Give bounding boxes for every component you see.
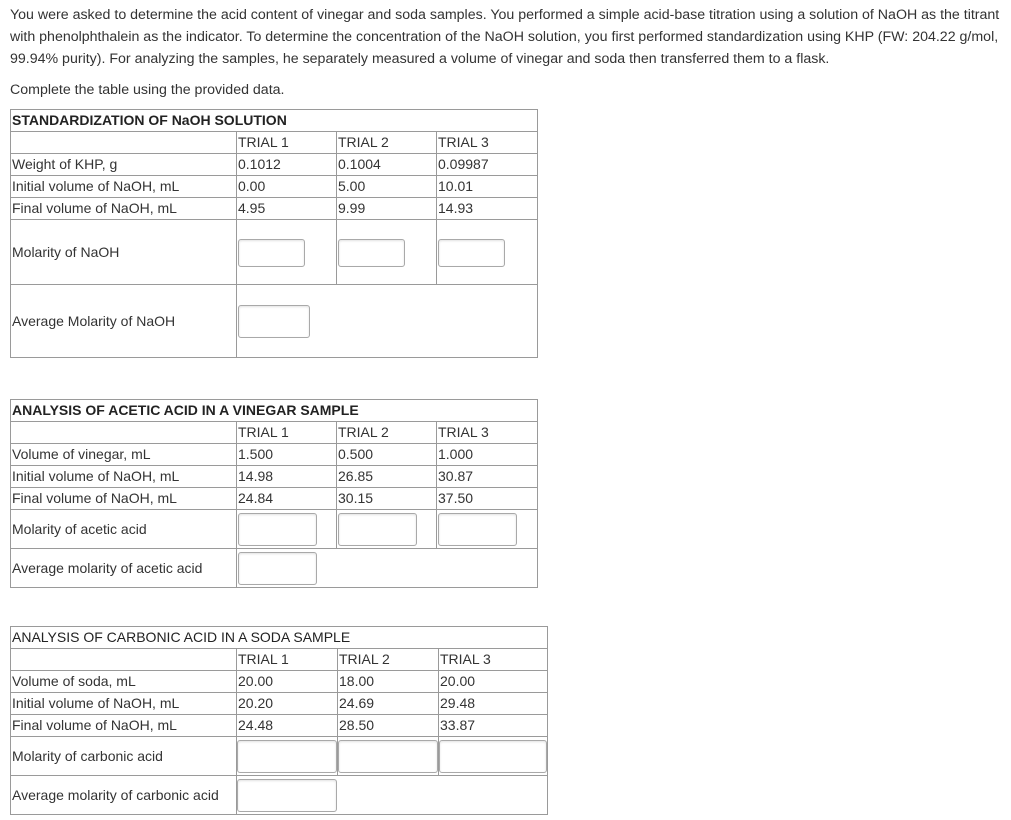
row-label: Volume of vinegar, mL [11,444,237,466]
answer-cell [337,220,437,285]
cell-value: 14.98 [237,466,337,488]
cell-value: 0.500 [337,444,437,466]
cell-value: 9.99 [337,198,437,220]
acetic-molarity-trial-2-input[interactable] [338,513,417,546]
header-trial-1: TRIAL 1 [237,132,337,154]
header-blank [11,132,237,154]
molarity-row [11,220,538,285]
naoh-average-molarity-input[interactable] [238,305,310,338]
row-label: Final volume of NaOH, mL [11,488,237,510]
average-row [11,285,538,358]
row-label: Volume of soda, mL [11,671,237,693]
table-row [11,693,548,715]
answer-cell [337,510,437,549]
row-label: Average Molarity of NaOH [11,285,237,358]
cell-value: 20.20 [237,693,338,715]
header-row [11,422,538,444]
answer-cell [439,737,548,776]
row-label: Average molarity of carbonic acid [11,776,237,815]
answer-cell [237,220,337,285]
cell-value: 24.84 [237,488,337,510]
table-title: STANDARDIZATION OF NaOH SOLUTION [11,110,538,132]
carbonic-molarity-trial-3-input[interactable] [439,740,547,773]
instruction-text: Complete the table using the provided data. [10,82,285,98]
cell-value: 30.87 [437,466,538,488]
row-label: Initial volume of NaOH, mL [11,693,237,715]
table-row [11,176,538,198]
problem-statement: You were asked to determine the acid content of vinegar and soda samples. You performed a simple acid-base titration using a solution of NaOH as the titrant with phenolphthalein as the indicator. To determine the concentration of the NaOH solution, you first performed standardization using KHP (FW: 204.22 g/mol, 99.94% purity). For analyzing the samples, he separately measured a volume of vinegar and soda then transferred them to a flask. [10,7,1000,67]
answer-cell [237,737,338,776]
acetic-average-molarity-input[interactable] [238,552,317,585]
cell-value: 33.87 [439,715,548,737]
cell-value: 0.09987 [437,154,538,176]
cell-value: 10.01 [437,176,538,198]
table-row [11,154,538,176]
carbonic-molarity-trial-1-input[interactable] [237,740,337,773]
cell-value: 1.000 [437,444,538,466]
standardization-table [10,109,538,358]
table-row [11,488,538,510]
table-row [11,466,538,488]
cell-value: 24.69 [338,693,439,715]
row-label: Initial volume of NaOH, mL [11,466,237,488]
row-label: Initial volume of NaOH, mL [11,176,237,198]
header-trial-3: TRIAL 3 [437,422,538,444]
cell-value: 1.500 [237,444,337,466]
naoh-molarity-trial-1-input[interactable] [238,239,305,267]
table-title: ANALYSIS OF ACETIC ACID IN A VINEGAR SAMPLE [11,400,538,422]
acetic-molarity-trial-1-input[interactable] [238,513,317,546]
row-label: Weight of KHP, g [11,154,237,176]
cell-value: 14.93 [437,198,538,220]
header-trial-1: TRIAL 1 [237,422,337,444]
cell-value: 0.1004 [337,154,437,176]
header-trial-2: TRIAL 2 [338,649,439,671]
naoh-molarity-trial-2-input[interactable] [338,239,405,267]
header-blank [11,649,237,671]
row-label: Final volume of NaOH, mL [11,198,237,220]
molarity-row [11,737,548,776]
naoh-molarity-trial-3-input[interactable] [438,239,505,267]
answer-cell [338,737,439,776]
header-trial-2: TRIAL 2 [337,422,437,444]
row-label: Molarity of NaOH [11,220,237,285]
row-label: Molarity of acetic acid [11,510,237,549]
cell-value: 30.15 [337,488,437,510]
molarity-row [11,510,538,549]
cell-value: 29.48 [439,693,548,715]
header-row [11,649,548,671]
header-blank [11,422,237,444]
header-trial-2: TRIAL 2 [337,132,437,154]
header-trial-3: TRIAL 3 [437,132,538,154]
row-label: Molarity of carbonic acid [11,737,237,776]
table-title: ANALYSIS OF CARBONIC ACID IN A SODA SAMPLE [11,627,548,649]
table-row [11,715,548,737]
carbonic-molarity-trial-2-input[interactable] [338,740,438,773]
answer-cell [237,510,337,549]
row-label: Average molarity of acetic acid [11,549,237,588]
table-row [11,444,538,466]
average-row [11,549,538,588]
carbonic-average-molarity-input[interactable] [237,779,337,812]
vinegar-table [10,399,538,588]
cell-value: 28.50 [338,715,439,737]
answer-cell [237,549,538,588]
acetic-molarity-trial-3-input[interactable] [438,513,517,546]
answer-cell [437,220,538,285]
cell-value: 20.00 [439,671,548,693]
soda-table [10,626,548,815]
answer-cell [437,510,538,549]
cell-value: 4.95 [237,198,337,220]
header-trial-1: TRIAL 1 [237,649,338,671]
header-row [11,132,538,154]
table-row [11,671,548,693]
cell-value: 18.00 [338,671,439,693]
average-row [11,776,548,815]
cell-value: 0.00 [237,176,337,198]
cell-value: 37.50 [437,488,538,510]
cell-value: 24.48 [237,715,338,737]
table-row [11,198,538,220]
cell-value: 26.85 [337,466,437,488]
cell-value: 20.00 [237,671,338,693]
cell-value: 5.00 [337,176,437,198]
header-trial-3: TRIAL 3 [439,649,548,671]
answer-cell [237,285,538,358]
answer-cell [237,776,548,815]
row-label: Final volume of NaOH, mL [11,715,237,737]
cell-value: 0.1012 [237,154,337,176]
